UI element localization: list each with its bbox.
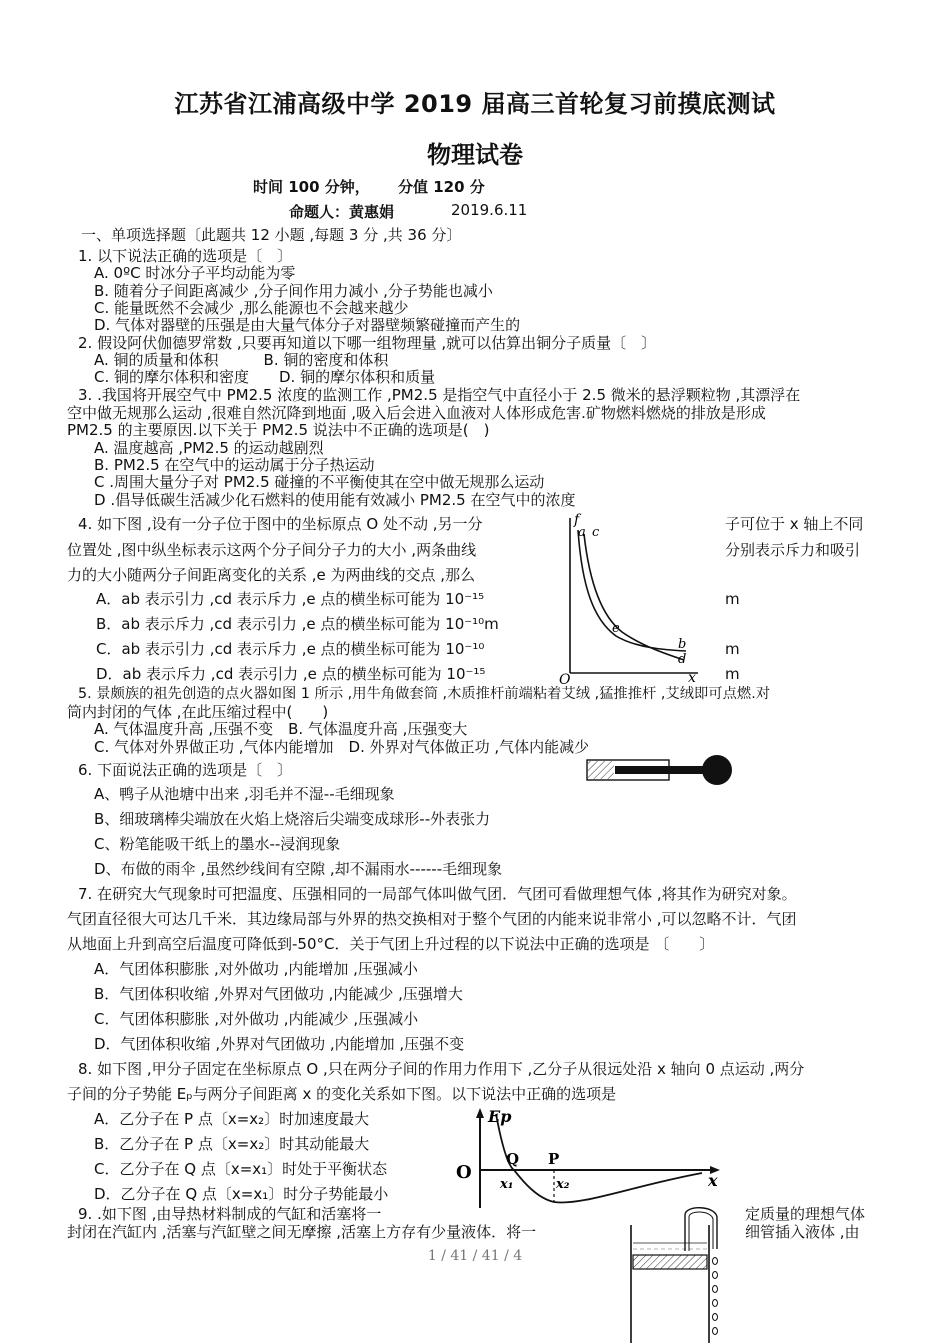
- section-heading: 一、单项选择题〔此题共 12 小题 ,每题 3 分 ,共 36 分〕: [81, 226, 462, 244]
- drop-2: [713, 1272, 718, 1279]
- cylinder-figure: [625, 1205, 735, 1343]
- author-label: 命题人：黄惠娟: [289, 203, 395, 221]
- q4-option-d-unit: m: [725, 665, 740, 683]
- ep-point-q: Q: [506, 1150, 520, 1168]
- q1-option-d: D. 气体对器壁的压强是由大量气体分子对器壁频繁碰撞而产生的: [94, 316, 521, 334]
- q8-line-2: 子间的分子势能 Eₚ与两分子间距离 x 的变化关系如下图。以下说法中正确的选项是: [67, 1085, 617, 1103]
- page-number: 1 / 41 / 41 / 4: [427, 1248, 523, 1264]
- curve-label-c: c: [592, 525, 600, 540]
- q3-line-2: 空中做无规那么运动 ,很难自然沉降到地面 ,吸入后会进入血液对人体形成危害.矿物燃料燃烧的排放是形成: [67, 404, 766, 422]
- ep-curve: [496, 1114, 702, 1203]
- ep-y-arrow: [476, 1108, 484, 1118]
- q8-option-d: D．乙分子在 Q 点〔x=x₁〕时分子势能最小: [94, 1185, 389, 1203]
- curve-label-a: a: [578, 525, 586, 540]
- curve-cd: [584, 534, 687, 660]
- q4-option-c: C．ab 表示引力 ,cd 表示斥力 ,e 点的横坐标可能为 10⁻¹⁰: [96, 640, 485, 658]
- q3-option-c: C .周围大量分子对 PM2.5 碰撞的不平衡使其在空中做无规那么运动: [94, 473, 545, 491]
- q9-line-1a: 9. .如下图 ,由导热材料制成的气缸和活塞将一: [78, 1205, 382, 1223]
- q1-stem: 1. 以下说法正确的选项是〔 〕: [78, 247, 293, 265]
- q5-line-1: 5. 景颇族的祖先创造的点火器如图 1 所示 ,用牛角做套筒 ,木质推杆前端粘着艾绒 ,猛推推杆 ,艾绒即可点燃.对: [78, 686, 771, 702]
- q7-option-a: A．气团体积膨胀 ,对外做功 ,内能增加 ,压强减小: [94, 960, 418, 978]
- q4-option-b: B．ab 表示斥力 ,cd 表示引力 ,e 点的横坐标可能为 10⁻¹⁰m: [96, 615, 499, 633]
- q4-line-1b: 子可位于 x 轴上不同: [725, 515, 864, 533]
- q2-options-ab: A. 铜的质量和体积 B. 铜的密度和体积: [94, 351, 389, 369]
- q5-line-2: 筒内封闭的气体 ,在此压缩过程中( ): [67, 703, 329, 721]
- ep-x2-label: x₂: [556, 1177, 570, 1192]
- q7-line-1: 7. 在研究大气现象时可把温度、压强相同的一局部气体叫做气团．气团可看做理想气体 ,将其作为研究对象。: [78, 885, 797, 903]
- q9-line-2b: 细管插入液体 ,由: [745, 1223, 860, 1241]
- q6-stem: 6. 下面说法正确的选项是〔 〕: [78, 761, 293, 779]
- ep-x1-label: x₁: [500, 1177, 514, 1192]
- q3-line-3: PM2.5 的主要原因.以下关于 PM2.5 说法中不正确的选项是( ): [67, 421, 490, 439]
- page-title: 江苏省江浦高级中学 2019 届高三首轮复习前摸底测试: [174, 90, 776, 118]
- q4-line-1a: 4. 如下图 ,设有一分子位于图中的坐标原点 O 处不动 ,另一分: [78, 515, 483, 533]
- q4-option-a-unit: m: [725, 590, 740, 608]
- ep-point-p: P: [548, 1150, 560, 1168]
- q2-stem: 2. 假设阿伏伽德罗常数 ,只要再知道以下哪一组物理量 ,就可以估算出铜分子质量〔 〕: [78, 334, 657, 352]
- push-rod-knob: [702, 755, 732, 785]
- q8-option-a: A．乙分子在 P 点〔x=x₂〕时加速度最大: [94, 1110, 370, 1128]
- q1-option-a: A. 0ºC 时冰分子平均动能为零: [94, 264, 296, 282]
- q7-line-2: 气团直径很大可达几千米．其边缘局部与外界的热交换相对于整个气团的内能来说非常小 ,可以忽略不计．气团: [67, 910, 797, 928]
- q5-options-cd: C. 气体对外界做正功 ,气体内能增加 D. 外界对气体做正功 ,气体内能减少: [94, 738, 590, 756]
- potential-energy-figure: [452, 1106, 732, 1210]
- q8-option-b: B．乙分子在 P 点〔x=x₂〕时其动能最大: [94, 1135, 370, 1153]
- curve-label-d: d: [678, 652, 687, 667]
- q4-line-2b: 分别表示斥力和吸引: [725, 541, 861, 559]
- drop-4: [713, 1300, 718, 1307]
- q7-line-3: 从地面上升到高空后温度可降低到-50°C．关于气团上升过程的以下说法中正确的选项是 〔 〕: [67, 935, 715, 953]
- force-axis-label: f: [574, 512, 580, 528]
- q7-option-b: B．气团体积收缩 ,外界对气团做功 ,内能减少 ,压强增大: [94, 985, 463, 1003]
- curve-label-b: b: [678, 637, 687, 652]
- q6-option-b: B、细玻璃棒尖端放在火焰上烧溶后尖端变成球形--外表张力: [94, 810, 491, 828]
- q4-line-3: 力的大小随两分子间距离变化的关系 ,e 为两曲线的交点 ,那么: [67, 566, 476, 584]
- q5-options-ab: A. 气体温度升高 ,压强不变 B. 气体温度升高 ,压强变大: [94, 720, 468, 738]
- force-origin-label: O: [559, 672, 571, 686]
- score-label: 分值 120 分: [398, 178, 485, 196]
- q7-option-c: C．气团体积膨胀 ,对外做功 ,内能减少 ,压强减小: [94, 1010, 419, 1028]
- q6-option-c: C、粉笔能吸干纸上的墨水--浸润现象: [94, 835, 341, 853]
- drop-3: [713, 1286, 718, 1293]
- ep-origin-label: O: [456, 1162, 472, 1183]
- ep-x-label: x: [708, 1171, 718, 1190]
- q4-line-2a: 位置处 ,图中纵坐标表示这两个分子间分子力的大小 ,两条曲线: [67, 541, 477, 559]
- q4-option-a: A．ab 表示引力 ,cd 表示斥力 ,e 点的横坐标可能为 10⁻¹⁵: [96, 590, 485, 608]
- ep-axis-label: Ep: [488, 1107, 512, 1126]
- curve-ab: [578, 530, 686, 651]
- q1-option-c: C. 能量既然不会减少 ,那么能源也不会越来越少: [94, 299, 409, 317]
- molecular-force-figure: [556, 508, 706, 686]
- q3-option-b: B. PM2.5 在空气中的运动属于分子热运动: [94, 456, 375, 474]
- q9-line-2a: 封闭在汽缸内 ,活塞与汽缸壁之间无摩擦 ,活塞上方存有少量液体．将一: [67, 1223, 537, 1241]
- q3-option-d: D .倡导低碳生活减少化石燃料的使用能有效减小 PM2.5 在空气中的浓度: [94, 491, 576, 509]
- drop-5: [713, 1314, 718, 1321]
- q1-option-b: B. 随着分子间距离减少 ,分子间作用力减小 ,分子势能也减小: [94, 282, 493, 300]
- exam-date: 2019.6.11: [451, 201, 528, 219]
- q9-line-1b: 定质量的理想气体: [745, 1205, 866, 1223]
- q8-option-c: C．乙分子在 Q 点〔x=x₁〕时处于平衡状态: [94, 1160, 388, 1178]
- intersection-label-e: e: [612, 621, 620, 636]
- fire-piston-figure: [585, 752, 737, 788]
- q3-option-a: A. 温度越高 ,PM2.5 的运动越剧烈: [94, 439, 324, 457]
- q7-option-d: D．气团体积收缩 ,外界对气团做功 ,内能增加 ,压强不变: [94, 1035, 465, 1053]
- q4-option-d: D．ab 表示斥力 ,cd 表示引力 ,e 点的横坐标可能为 10⁻¹⁵: [96, 665, 486, 683]
- force-x-label: x: [688, 670, 696, 686]
- time-label: 时间 100 分钟，: [253, 178, 370, 196]
- drop-6: [713, 1328, 718, 1335]
- q3-line-1: 3. .我国将开展空气中 PM2.5 浓度的监测工作 ,PM2.5 是指空气中直径小于 2.5 微米的悬浮颗粒物 ,其漂浮在: [78, 386, 801, 404]
- q6-option-d: D、布做的雨伞 ,虽然纱线间有空隙 ,却不漏雨水------毛细现象: [94, 860, 503, 878]
- tinder: [588, 761, 614, 779]
- q6-option-a: A、鸭子从池塘中出来 ,羽毛并不湿--毛细现象: [94, 785, 395, 803]
- q2-options-cd: C. 铜的摩尔体积和密度 D. 铜的摩尔体积和质量: [94, 368, 436, 386]
- page-subtitle: 物理试卷: [427, 141, 523, 169]
- q4-option-c-unit: m: [725, 640, 740, 658]
- q8-line-1: 8. 如下图 ,甲分子固定在坐标原点 O ,只在两分子间的作用力作用下 ,乙分子从很远处沿 x 轴向 0 点运动 ,两分: [78, 1060, 805, 1078]
